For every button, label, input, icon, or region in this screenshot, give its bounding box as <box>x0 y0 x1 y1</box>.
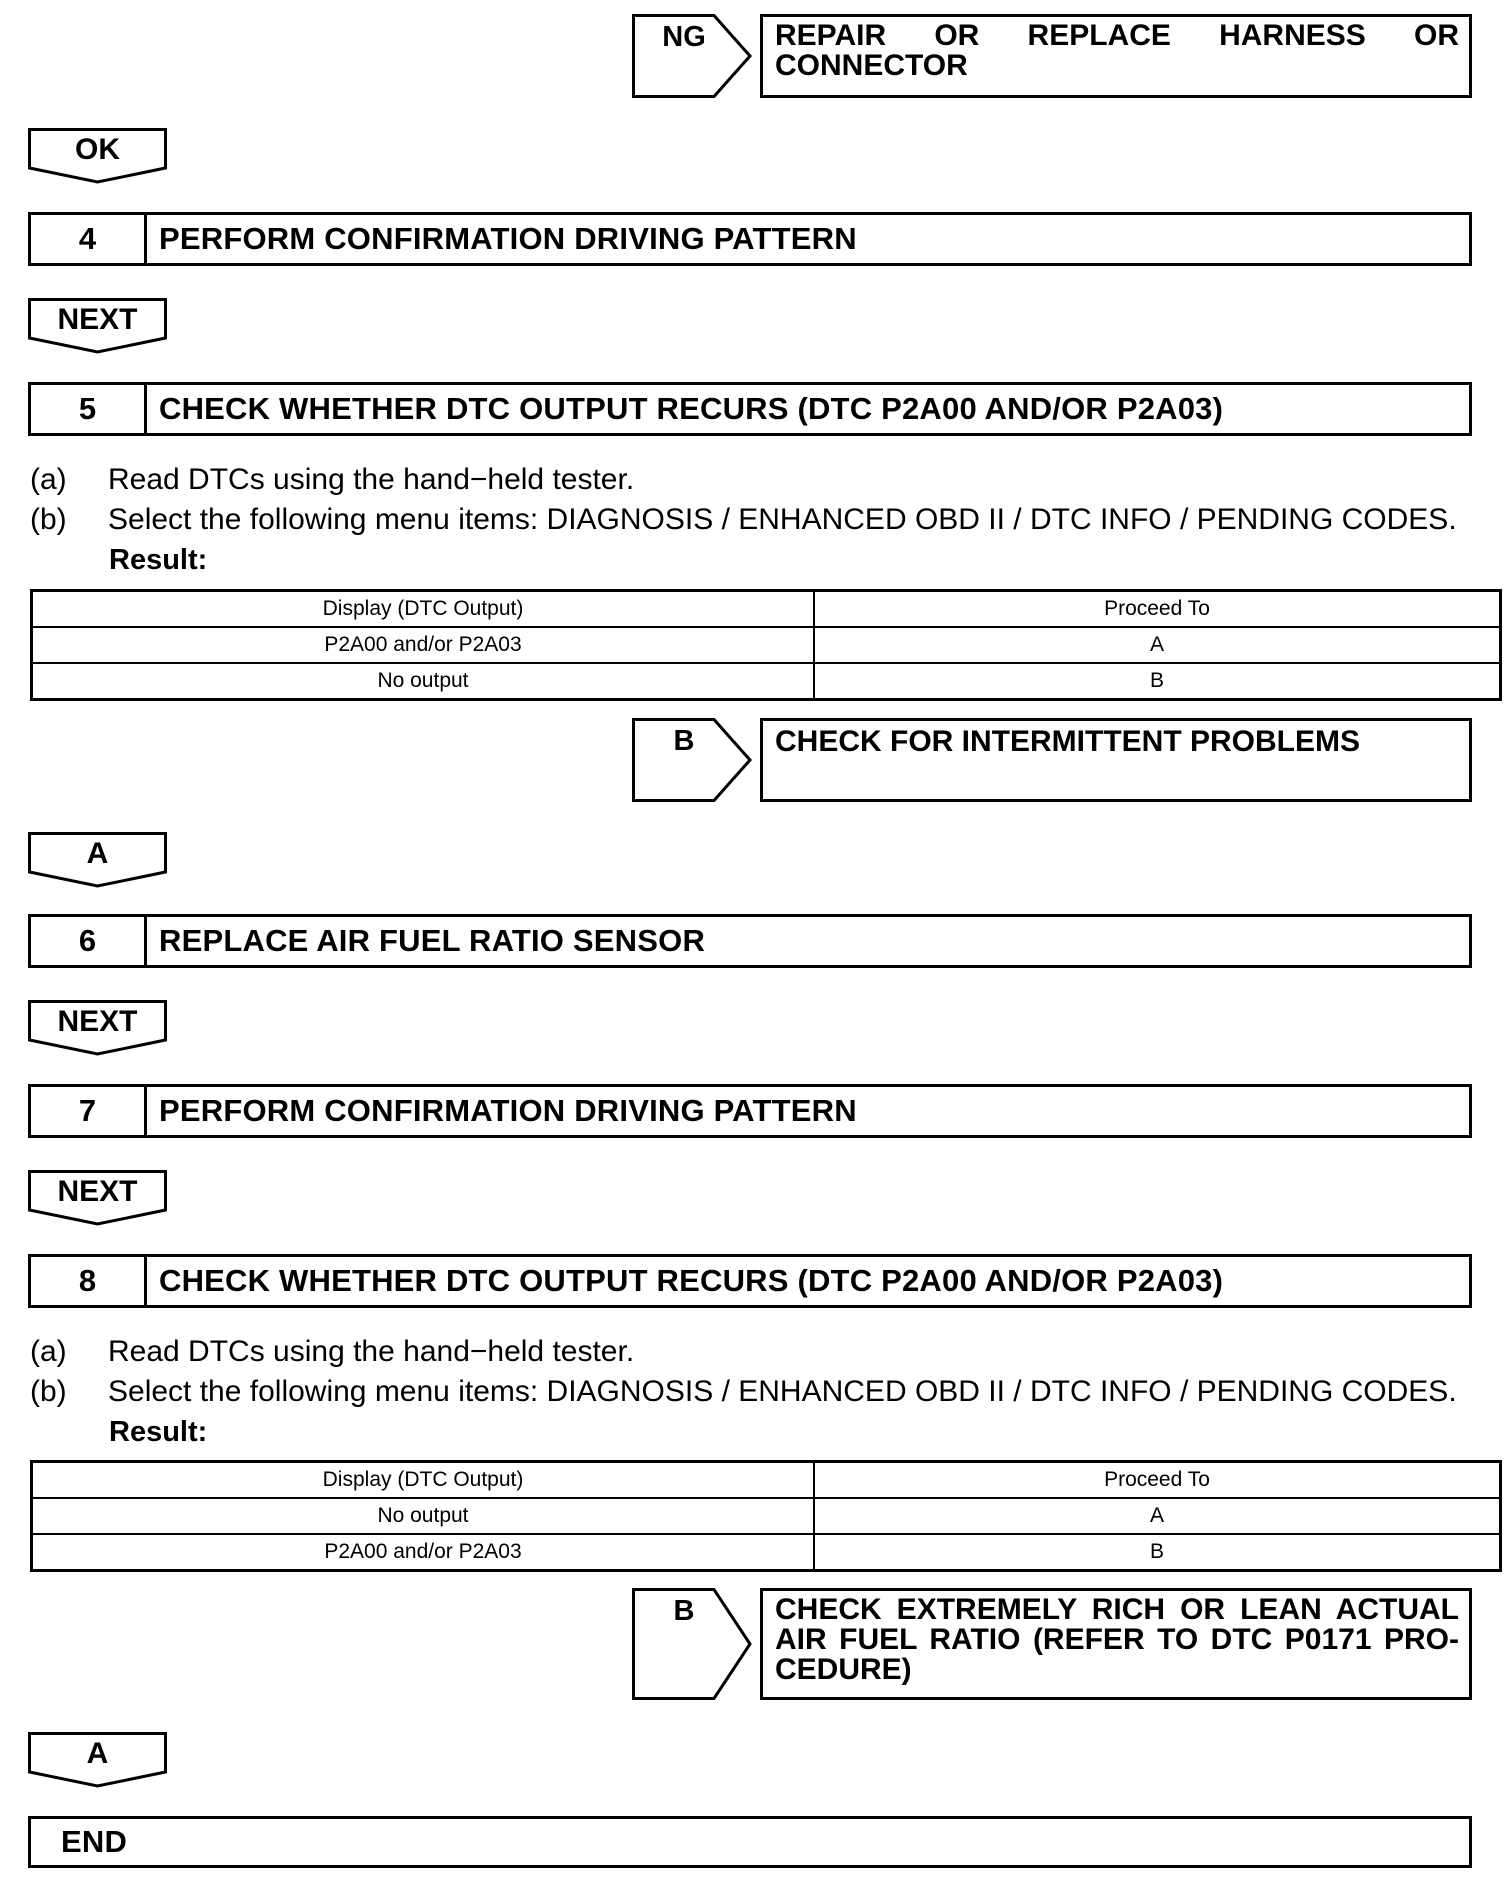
instruction-text: Read DTCs using the hand−held tester. <box>108 1335 635 1368</box>
end-bar <box>28 1816 1472 1868</box>
instruction-text: Select the following menu items: DIAGNOSIS / ENHANCED OBD II / DTC INFO / PENDING CODES. <box>108 1375 1457 1408</box>
b-result-line3: CEDURE) <box>775 1653 912 1686</box>
instruction-letter: (b) <box>30 503 67 536</box>
step-title: PERFORM CONFIRMATION DRIVING PATTERN <box>159 1093 857 1128</box>
b-result-line2: AIR FUEL RATIO (REFER TO DTC P0171 PRO- <box>775 1623 1459 1656</box>
step-title: PERFORM CONFIRMATION DRIVING PATTERN <box>159 221 857 256</box>
next-flow-tab <box>28 1170 167 1226</box>
step-5-instruction-b <box>30 500 1480 540</box>
a-flow-tab <box>28 832 167 888</box>
table-row <box>32 627 1501 663</box>
b-branch-label: B <box>673 1595 695 1627</box>
next-flow-tab <box>28 298 167 354</box>
a-flow-tab <box>28 1732 167 1788</box>
instruction-letter: (b) <box>30 1375 67 1408</box>
step-5-header <box>28 382 1472 436</box>
table-row <box>32 1534 1501 1571</box>
step-title: REPLACE AIR FUEL RATIO SENSOR <box>159 923 706 958</box>
ng-branch-arrow <box>632 14 758 98</box>
table-cell: A <box>814 627 1501 663</box>
step-4-header <box>28 212 1472 266</box>
table-header-row <box>32 1462 1501 1499</box>
ng-result-line2: CONNECTOR <box>775 49 968 82</box>
a-flow-label: A <box>86 837 109 870</box>
table-cell: No output <box>32 663 815 700</box>
instruction-letter: (a) <box>30 1335 67 1368</box>
table-header: Proceed To <box>814 591 1501 628</box>
step-8-result-table <box>30 1460 1502 1572</box>
step-8-result-label: Result: <box>109 1416 208 1448</box>
step-5-instruction-a <box>30 460 1480 500</box>
step-7-header <box>28 1084 1472 1138</box>
table-row <box>32 663 1501 700</box>
table-row <box>32 1498 1501 1534</box>
a-flow-label: A <box>86 1737 109 1770</box>
step-8-instruction-a <box>30 1332 1480 1372</box>
b-branch-arrow <box>632 1588 758 1700</box>
next-flow-tab <box>28 1000 167 1056</box>
ok-flow-tab <box>28 128 167 184</box>
step-number: 5 <box>31 385 147 433</box>
table-cell: P2A00 and/or P2A03 <box>32 627 815 663</box>
next-flow-label: NEXT <box>57 1175 138 1208</box>
table-cell: B <box>814 663 1501 700</box>
b-result-box <box>760 718 1472 802</box>
step-6-header <box>28 914 1472 968</box>
b-branch-arrow <box>632 718 758 802</box>
ng-branch-label: NG <box>662 21 706 53</box>
table-header: Display (DTC Output) <box>32 591 815 628</box>
table-header-row <box>32 591 1501 628</box>
ng-result-line1: REPAIR OR REPLACE HARNESS OR <box>775 19 1459 52</box>
ng-result-box <box>760 14 1472 98</box>
instruction-text: Select the following menu items: DIAGNOSIS / ENHANCED OBD II / DTC INFO / PENDING CODES. <box>108 503 1457 536</box>
step-8-header <box>28 1254 1472 1308</box>
next-flow-label: NEXT <box>57 1005 138 1038</box>
table-cell: No output <box>32 1498 815 1534</box>
step-number: 6 <box>31 917 147 965</box>
instruction-letter: (a) <box>30 463 67 496</box>
b-result-line1: CHECK EXTREMELY RICH OR LEAN ACTUAL <box>775 1593 1459 1626</box>
step-5-result-label: Result: <box>109 544 208 576</box>
step-5-result-table <box>30 589 1502 701</box>
step-title: CHECK WHETHER DTC OUTPUT RECURS (DTC P2A00 AND/OR P2A03) <box>159 391 1224 426</box>
ok-flow-label: OK <box>75 133 120 166</box>
b-result-text: CHECK FOR INTERMITTENT PROBLEMS <box>775 725 1360 758</box>
step-number: 8 <box>31 1257 147 1305</box>
table-cell: P2A00 and/or P2A03 <box>32 1534 815 1571</box>
table-cell: A <box>814 1498 1501 1534</box>
instruction-text: Read DTCs using the hand−held tester. <box>108 463 635 496</box>
b-branch-label: B <box>673 725 695 757</box>
step-number: 7 <box>31 1087 147 1135</box>
b-result-box <box>760 1588 1472 1700</box>
next-flow-label: NEXT <box>57 303 138 336</box>
table-header: Display (DTC Output) <box>32 1462 815 1499</box>
end-label: END <box>61 1824 128 1859</box>
table-header: Proceed To <box>814 1462 1501 1499</box>
step-title: CHECK WHETHER DTC OUTPUT RECURS (DTC P2A00 AND/OR P2A03) <box>159 1263 1224 1298</box>
step-8-instruction-b <box>30 1372 1480 1412</box>
table-cell: B <box>814 1534 1501 1571</box>
step-number: 4 <box>31 215 147 263</box>
